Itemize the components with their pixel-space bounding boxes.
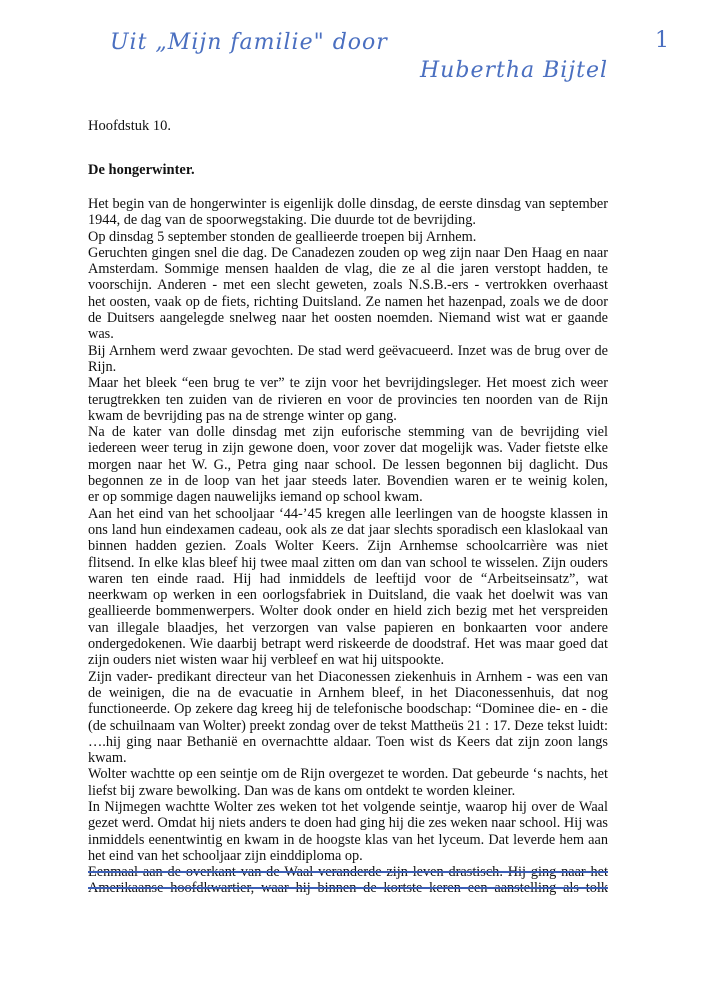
text-line: functioneerde. Op zekere dag kreeg hij de telefonische boodschap: “Dominee die- en - die bbox=[88, 701, 608, 718]
text-line: Amsterdam. Sommige mensen haalden de vlag, die ze al die jaren verstopt hadden, te bbox=[88, 261, 608, 278]
text-line: 1944, de dag van de spoorwegstaking. Die duurde tot de bevrijding. bbox=[88, 212, 476, 229]
paragraph bbox=[88, 506, 608, 669]
text-line: de weinigen, die na de evacuatie in Arnhem bleef, in het Diaconessenhuis, dat nog bbox=[88, 684, 608, 701]
paragraph bbox=[88, 375, 608, 424]
text-line: binnen hadden gezien. Zoals Wolter Keers. Zijn Arnhemse schoolcarrière was niet bbox=[88, 538, 608, 555]
text-line: Geruchten gingen snel die dag. De Canadezen zouden op weg zijn naar Den Haag en naar bbox=[88, 244, 608, 261]
text-line: Bij Arnhem werd zwaar gevochten. De stad werd geëvacueerd. Inzet was de brug over de bbox=[88, 342, 608, 359]
text-line: kwam. bbox=[88, 750, 127, 767]
paragraph bbox=[88, 245, 608, 343]
text-line: was. bbox=[88, 326, 114, 343]
text-line: begonnen ze in de loop van het jaar steeds later. Bovendien waren er te weinig kolen, bbox=[88, 473, 608, 490]
paragraph bbox=[88, 799, 608, 864]
handwritten-note: Uit „Mijn familie" door bbox=[110, 30, 388, 55]
text-line: het eind van het schooljaar zijn einddiploma op. bbox=[88, 847, 363, 864]
text-line: liefst bij zware bewolking. Dan was de kans om ontdekt te worden kleiner. bbox=[88, 782, 516, 799]
text-line: Maar het bleek “een brug te ver” te zijn voor het bevrijdingsleger. Het moest zich weer bbox=[88, 375, 608, 392]
text-line: Aan het eind van het schooljaar ‘44-’45 kregen alle leerlingen van de hoogste klassen in bbox=[88, 505, 608, 522]
text-line: iedereen weer terug in zijn gewone doen, voor zover dat mogelijk was. Vader fietste elke bbox=[88, 440, 608, 457]
handwritten-author: Hubertha Bijtel bbox=[420, 58, 609, 83]
text-line: er op sommige dagen nauwelijks iemand op school kwam. bbox=[88, 489, 423, 506]
text-line: morgen naar het W. G., Petra ging naar school. De lessen begonnen bij daglicht. Dus bbox=[88, 456, 608, 473]
text-line: kwam de bevrijding pas na de strenge winter op gang. bbox=[88, 407, 397, 424]
struck-through-paragraph bbox=[88, 864, 608, 897]
text-line: waren ten einde raad. Hij had inmiddels de leeftijd voor de “Arbeitseinsatz”, wat bbox=[88, 570, 608, 587]
text-line: zijn ouders niet wisten waar hij verbleef en wat hij uitspookte. bbox=[88, 652, 445, 669]
text-line: inmiddels eenentwintig en kwam in de hoogste klas van het lyceum. Dat leverde hem aan bbox=[88, 831, 608, 848]
text-line: ondergedokenen. Wie daarbij betrapt werd riskeerde de doodstraf. Het was maar goed dat bbox=[88, 636, 608, 653]
text-line: Op dinsdag 5 september stonden de geallieerde troepen bij Arnhem. bbox=[88, 228, 477, 245]
paragraph bbox=[88, 196, 608, 229]
paragraph bbox=[88, 766, 608, 799]
body-text bbox=[88, 196, 608, 897]
text-line: ons land hun eindexamen cadeau, ook als ze dat jaar slechts sporadisch een klaslokaal van bbox=[88, 521, 608, 538]
text-line: de Duitsers aangelegde snelweg naar het oosten noemden. Niemand wist wat er gaande bbox=[88, 310, 608, 327]
text-line: Zijn vader- predikant directeur van het Diaconessen ziekenhuis in Arnhem - was een van bbox=[88, 668, 608, 685]
text-line: Wolter wachtte op een seintje om de Rijn overgezet te worden. Dat gebeurde ‘s nachts, het bbox=[88, 766, 608, 783]
struck-text-line: Eenmaal aan de overkant van de Waal veranderde zijn leven drastisch. Hij ging naar het bbox=[88, 864, 608, 881]
paragraph bbox=[88, 343, 608, 376]
text-line: Rijn. bbox=[88, 358, 117, 375]
paragraph bbox=[88, 669, 608, 767]
paragraph bbox=[88, 424, 608, 505]
text-line: terugtrekken ten zuiden van de rivieren en voor de provincies ten noorden van de Rijn bbox=[88, 391, 608, 408]
text-line: voorschijn. Anderen - met een slecht geweten, zoals N.S.B.-ers - vertrokken overhaast bbox=[88, 277, 608, 294]
text-line: ….hij ging naar Bethanië en overnachtte aldaar. Toen wist ds Keers dat zijn zoon langs bbox=[88, 733, 608, 750]
chapter-heading: Hoofdstuk 10. bbox=[88, 118, 171, 134]
text-line: gezet werd. Omdat hij niets anders te doen had ging hij die zes weken naar school. Hij was bbox=[88, 815, 608, 832]
text-line: Na de kater van dolle dinsdag met zijn euforische stemming van de bevrijding viel bbox=[88, 424, 608, 441]
struck-text-line: Amerikaanse hoofdkwartier, waar hij binnen de kortste keren een aanstelling als tolk bbox=[88, 880, 608, 897]
text-line: neerkwam op werken in een oorlogsfabriek in Duitsland, die vaak het doelwit was van bbox=[88, 587, 608, 604]
section-title: De hongerwinter. bbox=[88, 162, 195, 178]
text-line: geallieerde bommenwerpers. Wolter dook onder en hield zich bezig met het verspreiden bbox=[88, 603, 608, 620]
handwritten-page-number: 1 bbox=[655, 28, 670, 53]
text-line: (de schuilnaam van Wolter) preekt zondag over de tekst Mattheüs 21 : 17. Deze tekst luidt: bbox=[88, 717, 608, 734]
text-line: van illegale blaadjes, het verzorgen van valse papieren en bonkaarten voor andere bbox=[88, 619, 608, 636]
text-line: Het begin van de hongerwinter is eigenlijk dolle dinsdag, de eerste dinsdag van september bbox=[88, 196, 608, 212]
paragraph bbox=[88, 229, 608, 245]
text-line: flitsend. In elke klas bleef hij twee maal zitten om dan van school te wisselen. Zijn ouders bbox=[88, 554, 608, 571]
text-line: het oosten, vaak op de fiets, richting Duitsland. Ze namen het hazenpad, zoals we de door bbox=[88, 293, 608, 310]
text-line: In Nijmegen wachtte Wolter zes weken tot het volgende seintje, waarop hij over de Waal bbox=[88, 798, 608, 815]
